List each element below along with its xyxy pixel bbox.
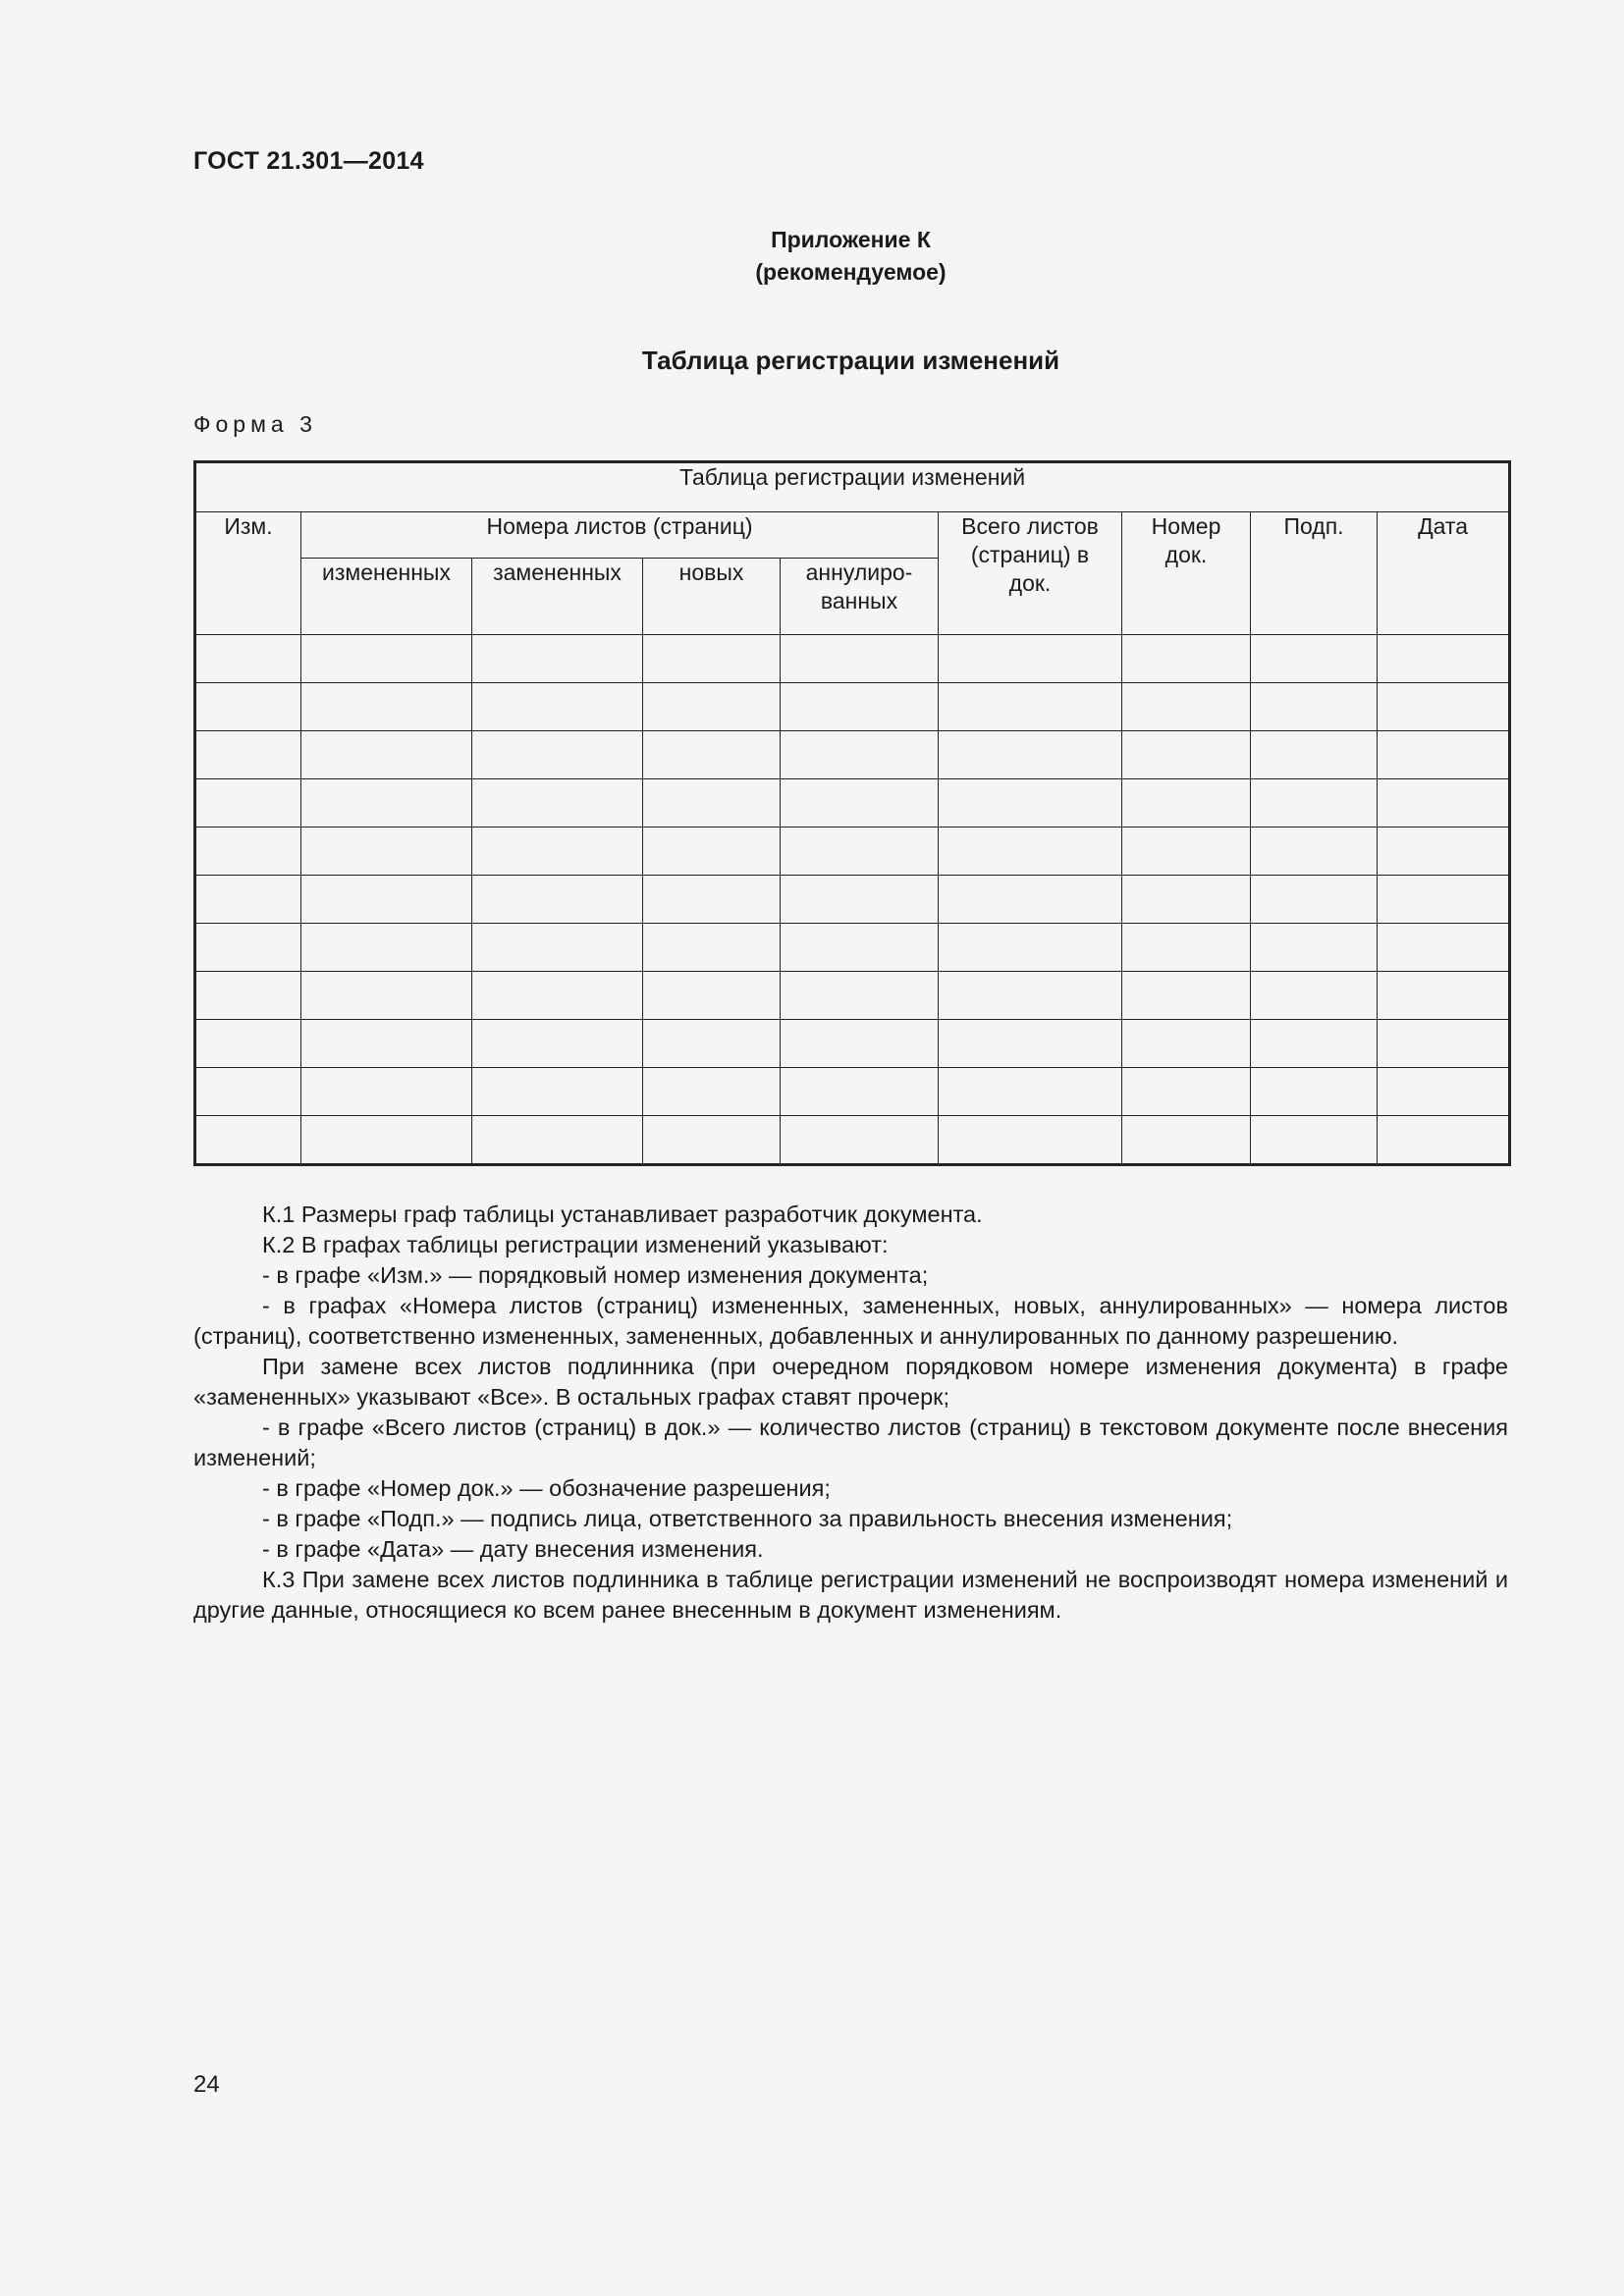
table-cell <box>781 1020 939 1068</box>
table-cell <box>781 683 939 731</box>
table-cell <box>472 635 643 683</box>
table-body <box>195 635 1510 1165</box>
table-cell <box>195 779 301 828</box>
table-cell <box>301 1116 472 1165</box>
header-izm: Изм. <box>195 512 301 635</box>
table-cell <box>195 683 301 731</box>
header-replaced: замененных <box>472 559 643 635</box>
table-cell <box>195 828 301 876</box>
table-row <box>195 828 1510 876</box>
table-cell <box>643 1020 781 1068</box>
table-cell <box>1251 635 1378 683</box>
table-cell <box>472 972 643 1020</box>
table-cell <box>939 828 1122 876</box>
table-cell <box>643 779 781 828</box>
header-changed: измененных <box>301 559 472 635</box>
table-cell <box>643 972 781 1020</box>
table-cell <box>643 683 781 731</box>
table-cell <box>939 1020 1122 1068</box>
note-date: - в графе «Дата» — дату внесения изменения. <box>262 1536 764 1562</box>
table-cell <box>1378 683 1510 731</box>
table-cell <box>195 876 301 924</box>
page-number: 24 <box>193 2071 220 2098</box>
table-cell <box>643 731 781 779</box>
table-cell <box>1122 779 1251 828</box>
table-cell <box>643 924 781 972</box>
table-row <box>195 972 1510 1020</box>
table-cell <box>1378 779 1510 828</box>
table-row <box>195 1020 1510 1068</box>
table-cell <box>472 731 643 779</box>
table-cell <box>301 972 472 1020</box>
table-cell <box>195 1020 301 1068</box>
appendix-heading <box>193 224 1508 289</box>
table-cell <box>1251 924 1378 972</box>
header-new: новых <box>643 559 781 635</box>
table-cell <box>195 1116 301 1165</box>
table-cell <box>1122 683 1251 731</box>
form-label: Форма 3 <box>193 411 317 437</box>
table-cell <box>1122 1116 1251 1165</box>
appendix-subtitle: (рекомендуемое) <box>755 259 947 285</box>
table-cell <box>781 1116 939 1165</box>
table-cell <box>939 635 1122 683</box>
table-cell <box>1251 1068 1378 1116</box>
table-cell <box>472 828 643 876</box>
header-signature: Подп. <box>1251 512 1378 635</box>
table-cell <box>643 828 781 876</box>
table-row <box>195 1068 1510 1116</box>
table-cell <box>1122 876 1251 924</box>
table-cell <box>1378 1116 1510 1165</box>
table-row <box>195 876 1510 924</box>
table-cell <box>1378 731 1510 779</box>
table-cell <box>1122 924 1251 972</box>
note-signature: - в графе «Подп.» — подпись лица, ответственного за правильность внесения изменения; <box>262 1506 1233 1531</box>
table-cell <box>472 683 643 731</box>
table-cell <box>1122 731 1251 779</box>
note-k2: К.2 В графах таблицы регистрации изменений указывают: <box>262 1232 889 1257</box>
table-cell <box>1378 1020 1510 1068</box>
table-cell <box>939 779 1122 828</box>
table-cell <box>301 876 472 924</box>
table-cell <box>1378 1068 1510 1116</box>
table-cell <box>781 731 939 779</box>
table-cell <box>195 1068 301 1116</box>
header-annulled: аннулиро-ванных <box>781 559 939 635</box>
table-cell <box>301 1020 472 1068</box>
header-sheet-numbers: Номера листов (страниц) <box>301 512 939 559</box>
table-cell <box>472 1068 643 1116</box>
table-row <box>195 635 1510 683</box>
table-cell <box>1251 731 1378 779</box>
table-cell <box>1122 1020 1251 1068</box>
table-cell <box>1378 972 1510 1020</box>
table-cell <box>301 924 472 972</box>
notes <box>193 1200 1508 1626</box>
table-cell <box>939 1068 1122 1116</box>
table-cell <box>1122 828 1251 876</box>
table-cell <box>781 779 939 828</box>
table-cell <box>301 683 472 731</box>
table-cell <box>781 876 939 924</box>
note-doc-number: - в графе «Номер док.» — обозначение разрешения; <box>262 1475 831 1501</box>
table-cell <box>1378 828 1510 876</box>
table-cell <box>939 924 1122 972</box>
table-row <box>195 683 1510 731</box>
table-cell <box>939 876 1122 924</box>
table-cell <box>1378 924 1510 972</box>
table-cell <box>939 972 1122 1020</box>
table-cell <box>472 924 643 972</box>
table-cell <box>1251 1116 1378 1165</box>
table-cell <box>301 779 472 828</box>
table-cell <box>1378 635 1510 683</box>
table-cell <box>939 731 1122 779</box>
table-cell <box>643 1116 781 1165</box>
table-cell <box>301 1068 472 1116</box>
table-caption: Таблица регистрации изменений <box>195 462 1510 512</box>
table-cell <box>1251 683 1378 731</box>
table-cell <box>1251 1020 1378 1068</box>
table-cell <box>643 635 781 683</box>
table-cell <box>1251 972 1378 1020</box>
document-code: ГОСТ 21.301—2014 <box>193 147 424 175</box>
table-cell <box>781 972 939 1020</box>
note-izm: - в графе «Изм.» — порядковый номер изменения документа; <box>262 1262 929 1288</box>
table-cell <box>195 731 301 779</box>
table-row <box>195 1116 1510 1165</box>
table-cell <box>781 1068 939 1116</box>
table-cell <box>1122 1068 1251 1116</box>
section-title: Таблица регистрации изменений <box>641 346 1060 375</box>
note-k3: К.3 При замене всех листов подлинника в таблице регистрации изменений не воспроизводят номера изменений и другие данные, относящиеся ко всем ранее внесенным в документ изменениям. <box>193 1567 1508 1623</box>
note-replace-all: При замене всех листов подлинника (при очередном порядковом номере изменения документа) в графе «замененных» указывают «Все». В остальных графах ставят прочерк; <box>193 1354 1508 1410</box>
appendix-title: Приложение К <box>771 227 931 252</box>
note-sheet-numbers: - в графах «Номера листов (страниц) измененных, замененных, новых, аннулированных» — номера листов (страниц), соответственно измененных, замененных, добавленных и аннулированных по данному разрешению. <box>193 1293 1508 1349</box>
table-cell <box>472 1116 643 1165</box>
table-cell <box>1122 972 1251 1020</box>
table-cell <box>301 828 472 876</box>
table-cell <box>472 779 643 828</box>
note-k1: К.1 Размеры граф таблицы устанавливает разработчик документа. <box>262 1201 983 1227</box>
table-cell <box>643 1068 781 1116</box>
table-cell <box>472 876 643 924</box>
table-cell <box>1251 876 1378 924</box>
table-cell <box>1122 635 1251 683</box>
table-cell <box>472 1020 643 1068</box>
header-doc-number: Номер док. <box>1122 512 1251 635</box>
table-cell <box>1251 779 1378 828</box>
table-cell <box>301 731 472 779</box>
table-row <box>195 779 1510 828</box>
table-row <box>195 731 1510 779</box>
table-cell <box>781 924 939 972</box>
table-cell <box>939 1116 1122 1165</box>
table-cell <box>195 635 301 683</box>
table-row <box>195 924 1510 972</box>
table-cell <box>195 924 301 972</box>
table-cell <box>643 876 781 924</box>
table-cell <box>1251 828 1378 876</box>
header-total-sheets: Всего листов (страниц) в док. <box>939 512 1122 635</box>
header-date: Дата <box>1378 512 1510 635</box>
table-cell <box>195 972 301 1020</box>
table-cell <box>1378 876 1510 924</box>
table-cell <box>939 683 1122 731</box>
table-cell <box>781 635 939 683</box>
table-cell <box>781 828 939 876</box>
note-total: - в графе «Всего листов (страниц) в док.» — количество листов (страниц) в текстовом документе после внесения изменений; <box>193 1415 1508 1470</box>
table-cell <box>301 635 472 683</box>
change-registration-table <box>193 460 1511 1166</box>
